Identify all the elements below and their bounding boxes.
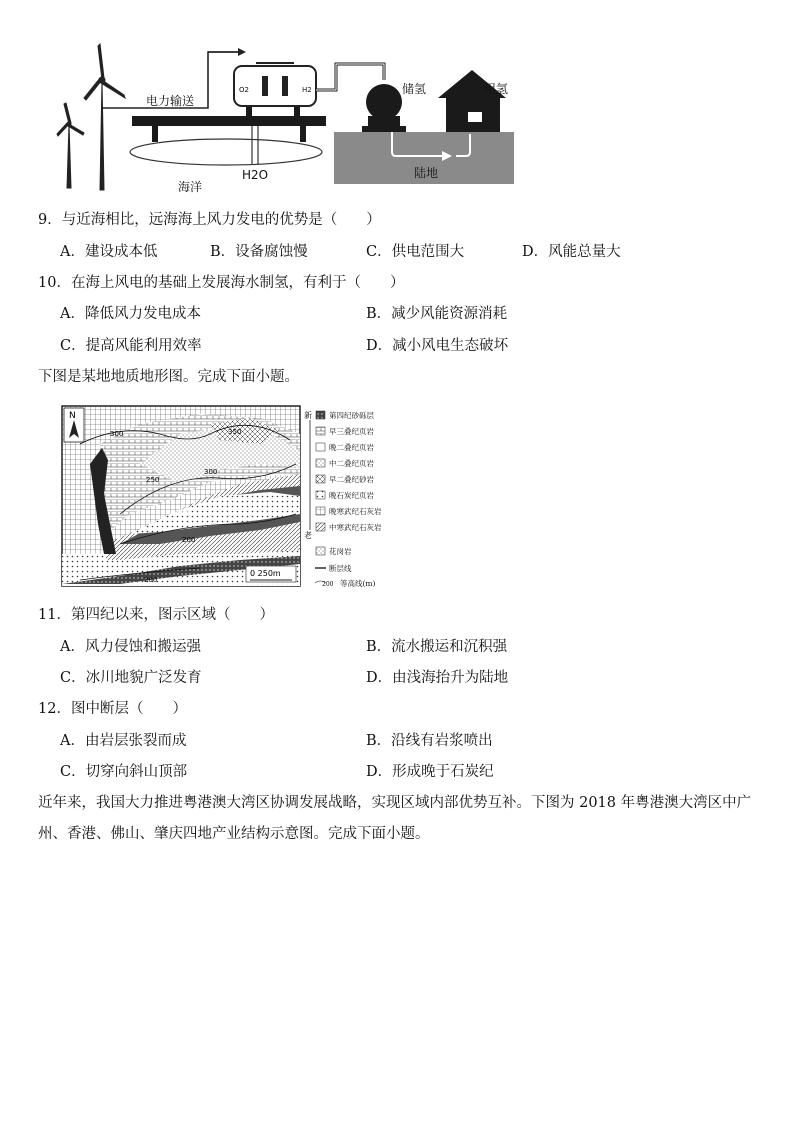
hydrogen-tank-icon — [362, 84, 406, 132]
contour-label: 200 — [182, 536, 196, 544]
legend-item: 晚寒武纪石灰岩 — [329, 507, 382, 516]
contour-label: 200 — [144, 576, 158, 584]
question-9-option-c[interactable]: C．供电范围大 — [366, 244, 465, 260]
question-9-stem: 9．与近海相比，远海海上风力发电的优势是（ ） — [38, 212, 381, 228]
legend-item: 晚石炭纪页岩 — [329, 491, 374, 500]
contour-label: 350 — [228, 428, 242, 436]
question-12-option-d[interactable]: D．形成晚于石炭纪 — [366, 764, 494, 780]
legend-item: 断层线 — [329, 564, 352, 573]
question-10-stem: 10．在海上风电的基础上发展海水制氢，有利于（ ） — [38, 275, 405, 291]
question-12-option-a[interactable]: A．由岩层张裂而成 — [60, 733, 187, 749]
north-label: N — [69, 411, 76, 421]
question-10-option-c[interactable]: C．提高风能利用效率 — [60, 338, 202, 354]
legend-item: 第四纪砂砾层 — [329, 411, 374, 420]
question-10-option-d[interactable]: D．减小风电生态破坏 — [366, 338, 509, 354]
water-label: H2O — [242, 168, 269, 182]
question-12-option-b[interactable]: B．沿线有岩浆喷出 — [366, 733, 493, 749]
question-10-option-b[interactable]: B．减少风能资源消耗 — [366, 306, 508, 322]
wind-turbine-icon — [57, 103, 84, 188]
intro-greater-bay-area: 近年来，我国大力推进粤港澳大湾区协调发展战略，实现区域内部优势互补。下图为 2018 年粤港澳大湾区中广州、香港、佛山、肇庆四地产业结构示意图。完成下面小题。 — [38, 795, 752, 842]
figure-geologic-map — [60, 404, 405, 590]
question-11-option-c[interactable]: C．冰川地貌广泛发育 — [60, 670, 202, 686]
question-9-option-b[interactable]: B．设备腐蚀慢 — [210, 244, 308, 260]
legend-item: 晚二叠纪页岩 — [329, 443, 374, 452]
land-label: 陆地 — [414, 166, 439, 180]
legend-new-label: 新 — [304, 411, 312, 420]
contour-label: 300 — [110, 430, 124, 438]
legend — [315, 411, 326, 583]
question-11-option-a[interactable]: A．风力侵蚀和搬运强 — [60, 639, 201, 655]
question-11-option-d[interactable]: D．由浅海抬升为陆地 — [366, 670, 509, 686]
question-10-option-a[interactable]: A．降低风力发电成本 — [60, 306, 201, 322]
legend-item: 中寒武纪石灰岩 — [329, 523, 382, 532]
question-11-stem: 11．第四纪以来，图示区域（ ） — [38, 607, 274, 623]
o2-label: O2 — [239, 86, 249, 94]
ocean-label: 海洋 — [178, 180, 203, 194]
scale-bar: 0 250m — [250, 569, 281, 578]
legend-item: 等高线(m) — [340, 579, 376, 588]
question-11-option-b[interactable]: B．流水搬运和沉积强 — [366, 639, 508, 655]
power-transmission-label: 电力输送 — [146, 94, 195, 108]
question-9-option-d[interactable]: D．风能总量大 — [522, 244, 621, 260]
question-9-option-a[interactable]: A．建设成本低 — [60, 244, 158, 260]
hydrogen-storage-label: 储氢 — [402, 82, 427, 96]
question-12-option-c[interactable]: C．切穿向斜山顶部 — [60, 764, 188, 780]
legend-item: 花岗岩 — [329, 547, 352, 556]
wind-turbine-icon — [84, 44, 125, 190]
legend-item: 中二叠纪页岩 — [329, 459, 374, 468]
contour-label: 250 — [176, 506, 190, 514]
hydrogen-use-label: 用氢 — [484, 82, 509, 96]
contour-label: 250 — [146, 476, 160, 484]
question-12-stem: 12．图中断层（ ） — [38, 701, 187, 717]
legend-contour-value: 200 — [322, 581, 334, 588]
contour-label: 300 — [204, 468, 218, 476]
figure-wind-hydrogen — [40, 40, 520, 195]
intro-geologic-map: 下图是某地地质地形图。完成下面小题。 — [38, 369, 299, 385]
h2-label: H2 — [302, 86, 312, 94]
legend-old-label: 老 — [304, 531, 312, 540]
legend-item: 早三叠纪页岩 — [329, 427, 374, 436]
legend-item: 早二叠纪砂岩 — [329, 475, 374, 484]
